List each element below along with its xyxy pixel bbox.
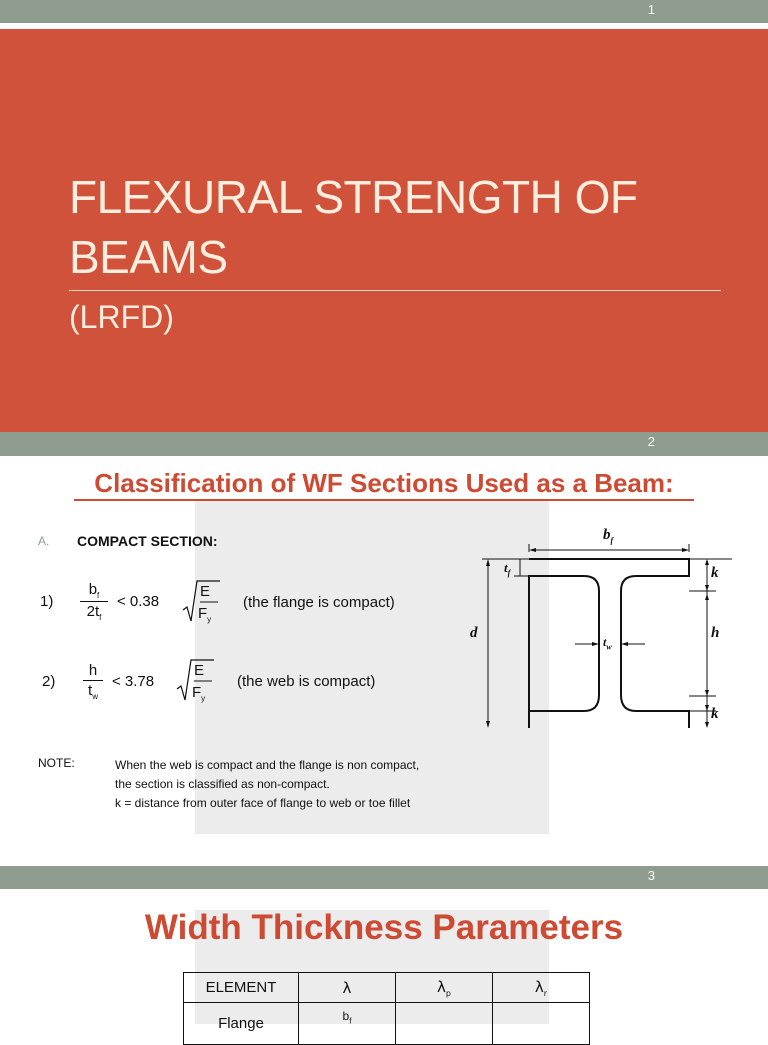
slide-header-bar-3 bbox=[0, 866, 768, 889]
slide-number-2: 2 bbox=[647, 434, 655, 449]
eq2-numerator: h bbox=[88, 662, 98, 679]
equation-1-remark: (the flange is compact) bbox=[243, 594, 395, 611]
equation-2-remark: (the web is compact) bbox=[237, 673, 376, 690]
slide-header-bar-1 bbox=[0, 0, 768, 23]
label-bf bbox=[603, 527, 613, 545]
compact-section-label: COMPACT SECTION: bbox=[77, 533, 218, 549]
equation-1-ratio bbox=[80, 581, 108, 622]
width-thickness-table bbox=[183, 972, 590, 1045]
label-bf-sub: f bbox=[610, 536, 614, 545]
label-d: d bbox=[470, 625, 478, 641]
label-tw-text: t bbox=[603, 635, 607, 649]
header-element: ELEMENT bbox=[184, 973, 299, 1003]
header-lambda-r bbox=[493, 973, 590, 1003]
equation-1-index: 1) bbox=[40, 593, 54, 610]
label-k-bottom: k bbox=[711, 706, 719, 722]
label-tw bbox=[603, 635, 612, 651]
equation-2-ratio bbox=[83, 662, 103, 701]
equation-2-index: 2) bbox=[42, 673, 56, 690]
slide-subtitle: (LRFD) bbox=[69, 299, 174, 335]
eq2-root-den-text: F bbox=[192, 684, 202, 701]
note-line-1: When the web is compact and the flange is non compact, bbox=[115, 758, 420, 772]
title-slide bbox=[0, 29, 768, 432]
note-label: NOTE: bbox=[38, 756, 75, 770]
label-tf-text: t bbox=[504, 560, 508, 575]
eq2-denominator: t bbox=[88, 682, 93, 699]
eq1-root-denominator bbox=[198, 605, 211, 624]
header-lambda-p bbox=[396, 973, 493, 1003]
eq1-denominator-sub: f bbox=[99, 613, 102, 622]
title-divider bbox=[69, 290, 721, 291]
label-bf-text: b bbox=[603, 527, 611, 543]
label-k-top: k bbox=[711, 565, 719, 581]
eq1-denominator: 2t bbox=[86, 603, 100, 620]
equation-2-operator: < 3.78 bbox=[112, 673, 155, 690]
section-letter: A. bbox=[38, 534, 50, 548]
eq1-numerator: b bbox=[88, 581, 98, 598]
label-h: h bbox=[711, 625, 720, 641]
eq2-root-numerator: E bbox=[194, 662, 205, 679]
header-lambda-p-text: λ bbox=[437, 977, 446, 996]
table-header-row bbox=[184, 973, 590, 1003]
slide-title-line-1: FLEXURAL STRENGTH OF bbox=[69, 171, 638, 223]
eq1-root-numerator: E bbox=[200, 583, 211, 600]
header-lambda-r-sub: r bbox=[543, 988, 548, 998]
note-text bbox=[115, 756, 419, 813]
heading-underline bbox=[74, 499, 694, 501]
row1-element: Flange bbox=[184, 1003, 299, 1045]
note-line-3: k = distance from outer face of flange to web or toe fillet bbox=[115, 796, 411, 810]
equation-1-operator: < 0.38 bbox=[117, 593, 160, 610]
slide-title bbox=[69, 167, 637, 287]
width-thickness-heading: Width Thickness Parameters bbox=[144, 908, 624, 947]
slide-header-bar-2 bbox=[0, 432, 768, 456]
eq2-denominator-sub: w bbox=[92, 692, 98, 701]
label-tw-sub: w bbox=[606, 642, 612, 652]
eq1-root-den-sub: y bbox=[207, 615, 212, 624]
row1-lambda-num: b bbox=[342, 1009, 350, 1023]
eq1-numerator-sub: f bbox=[97, 591, 100, 600]
slide-title-line-2: BEAMS bbox=[69, 231, 228, 283]
wf-section-diagram bbox=[460, 520, 740, 740]
header-lambda-r-text: λ bbox=[534, 977, 544, 996]
eq2-root-den-sub: y bbox=[201, 694, 206, 703]
label-tf-sub: f bbox=[507, 568, 511, 578]
note-line-2: the section is classified as non-compact. bbox=[115, 777, 330, 791]
slide-number-1: 1 bbox=[647, 2, 655, 17]
row1-lambda-num-sub: f bbox=[349, 1016, 352, 1026]
label-tf bbox=[504, 560, 510, 578]
header-lambda-p-sub: p bbox=[445, 988, 451, 998]
slide-number-3: 3 bbox=[647, 868, 655, 883]
eq2-root-denominator bbox=[192, 684, 205, 703]
header-lambda: λ bbox=[299, 973, 396, 1003]
classification-heading: Classification of WF Sections Used as a Beam: bbox=[94, 468, 674, 498]
eq1-root-den-text: F bbox=[198, 605, 208, 622]
